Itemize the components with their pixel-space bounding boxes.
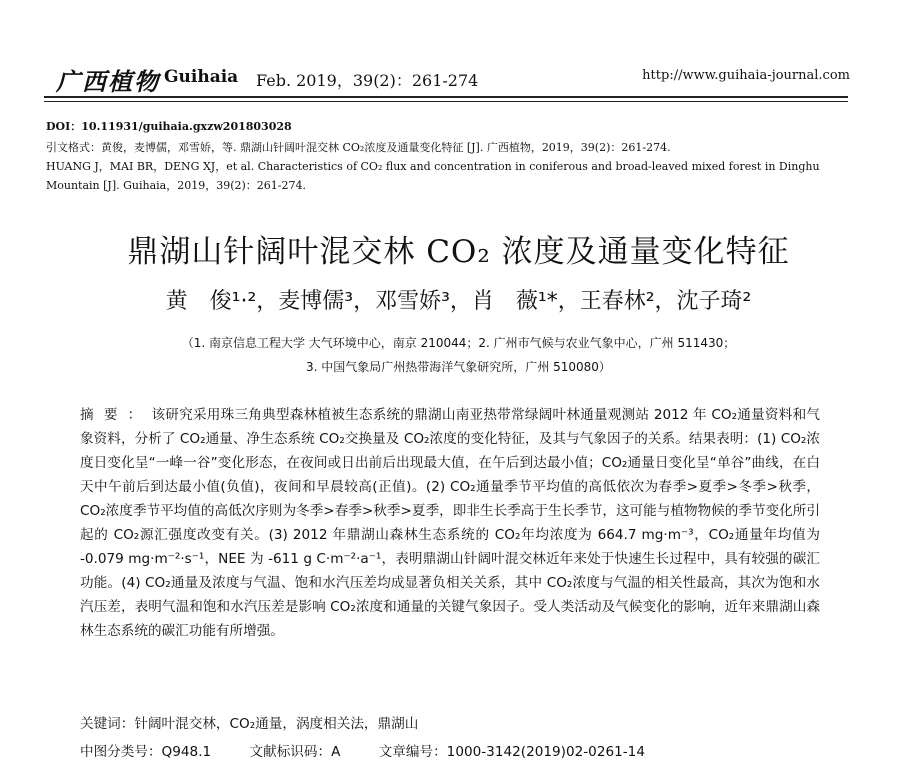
classification-line: [80, 740, 679, 760]
doi[interactable]: DOI：10.11931/guihaia.gxzw201803028: [46, 120, 292, 133]
journal-header: [44, 58, 854, 98]
author-list: 黄 俊¹·²，麦博儒³，邓雪娇³，肖 薇¹*，王春林²，沈子琦²: [165, 289, 752, 314]
journal-logo: 广西植物: [56, 68, 160, 96]
keywords: 关键词：针阔叶混交林，CO₂通量，涡度相关法，鼎湖山: [80, 716, 419, 732]
paper-title: 鼎湖山针阔叶混交林 CO₂ 浓度及通量变化特征: [127, 234, 790, 270]
issue-info: Feb. 2019，39(2)：261-274: [256, 71, 479, 90]
citation-block: [46, 138, 856, 195]
document-code: 文献标识码：A: [249, 744, 341, 760]
citation-cn: 引文格式：黄俊，麦博儒，邓雪娇，等. 鼎湖山针阔叶混交林 CO₂浓度及通量变化特征 [J]. 广西植物，2019，39(2)：261-274.: [46, 141, 671, 154]
journal-name: Guihaia: [164, 67, 239, 87]
abstract: [80, 403, 820, 643]
header-rule-thin: [44, 101, 848, 102]
header-rule-thick: [44, 96, 848, 98]
abstract-label: 摘要：: [80, 407, 152, 423]
journal-url[interactable]: http://www.guihaia-journal.com: [642, 68, 850, 83]
abstract-text: 该研究采用珠三角典型森林植被生态系统的鼎湖山南亚热带常绿阔叶林通量观测站 2012 年 CO₂通量资料和气象资料，分析了 CO₂通量、净生态系统 CO₂交换量及 CO₂浓度的变化特征，及其与气象因子的关系。结果表明：(1) CO₂浓度日变化呈“一峰一谷”变化形态，在夜间或日出前后出现最大值，在午后到达最小值；CO₂通量日变化呈“单谷”曲线，在白天中午前后到达最小值(负值)，夜间和早晨较高(正值)。(2) CO₂通量季节平均值的高低依次为春季>夏季>冬季>秋季，CO₂浓度季节平均值的高低次序则为冬季>春季>秋季>夏季，即非生长季高于生长季节，这可能与植物物候的季节变化所引起的 CO₂源汇强度改变有关。(3) 2012 年鼎湖山森林生态系统的 CO₂年均浓度为 664.7 mg·m⁻³，CO₂通量年均值为 -0.079 mg·m⁻²·s⁻¹，NEE 为 -611 g C·m⁻²·a⁻¹，表明鼎湖山针阔叶混交林近年来处于快速生长过程中，具有较强的碳汇功能。(4) CO₂通量及浓度与气温、饱和水汽压差均成显著负相关关系，其中 CO₂浓度与气温的相关性最高，其次为饱和水汽压差，表明气温和饱和水汽压差是影响 CO₂浓度和通量的关键气象因子。受人类活动及气候变化的影响，近年来鼎湖山森林生态系统的碳汇功能有所增强。: [80, 407, 820, 639]
article-number: 文章编号：1000-3142(2019)02-0261-14: [378, 744, 645, 760]
affiliation-line-1: （1. 南京信息工程大学 大气环境中心，南京 210044；2. 广州市气候与农业气象中心，广州 511430；: [181, 336, 736, 350]
clc-number: 中图分类号：Q948.1: [80, 744, 212, 760]
citation-en: HUANG J，MAI BR，DENG XJ，et al. Characteristics of CO₂ flux and concentration in coniferous and broad-leaved mixed forest in Dinghu Mountain [J]. Guihaia，2019，39(2)：261-274.: [46, 160, 820, 192]
affiliation-line-2: 3. 中国气象局广州热带海洋气象研究所，广州 510080）: [306, 360, 611, 374]
